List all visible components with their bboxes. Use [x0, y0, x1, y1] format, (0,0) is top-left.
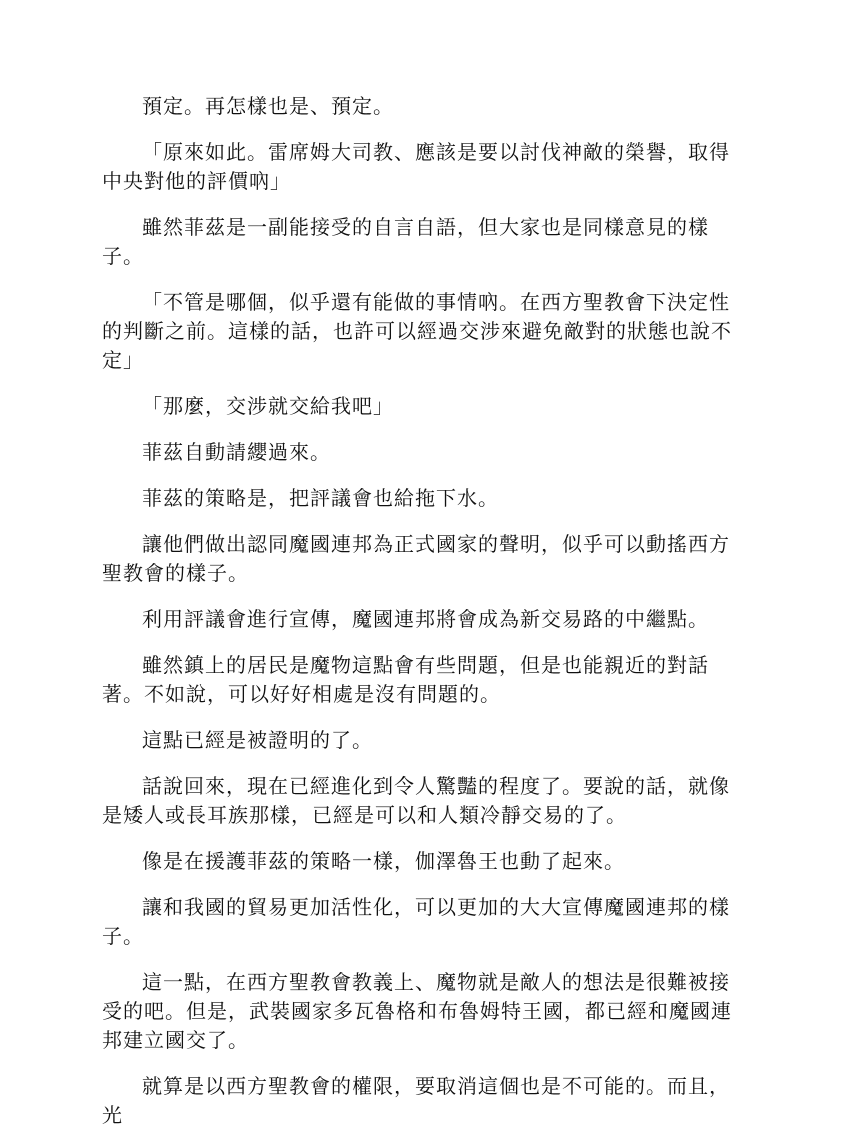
paragraph: 雖然鎮上的居民是魔物這點會有些問題，但是也能親近的對話著。不如說，可以好好相處是沒有問題的。: [102, 653, 709, 706]
paragraph: 「不管是哪個，似乎還有能做的事情吶。在西方聖教會下決定性的判斷之前。這樣的話，也許可以經過交涉來避免敵對的狀態也說不定」: [102, 290, 732, 372]
paragraph: 話說回來，現在已經進化到令人驚豔的程度了。要說的話，就像是矮人或長耳族那樣，已經是可以和人類冷靜交易的了。: [102, 774, 730, 827]
paragraph: 讓他們做出認同魔國連邦為正式國家的聲明，似乎可以動搖西方聖教會的樣子。: [102, 532, 730, 585]
paragraph: 這點已經是被證明的了。: [142, 728, 373, 752]
paragraph: 就算是以西方聖教會的權限，要取消這個也是不可能的。而且，光: [102, 1074, 730, 1127]
paragraph: 雖然菲茲是一副能接受的自言自語，但大家也是同樣意見的樣子。: [102, 215, 709, 268]
document-page: [102, 92, 750, 1147]
paragraph: 「那麼，交涉就交給我吧」: [142, 394, 394, 418]
paragraph: 利用評議會進行宣傳，魔國連邦將會成為新交易路的中繼點。: [142, 607, 709, 631]
paragraph: 菲茲自動請纓過來。: [142, 440, 331, 464]
paragraph: 菲茲的策略是，把評議會也給拖下水。: [142, 486, 499, 510]
paragraph: 「原來如此。雷席姆大司教、應該是要以討伐神敵的榮譽，取得中央對他的評價吶」: [102, 140, 730, 193]
paragraph: 這一點，在西方聖教會教義上、魔物就是敵人的想法是很難被接受的吧。但是，武裝國家多瓦魯格和布魯姆特王國，都已經和魔國連邦建立國交了。: [102, 970, 732, 1052]
paragraph: 讓和我國的貿易更加活性化，可以更加的大大宣傳魔國連邦的樣子。: [102, 895, 730, 948]
paragraph: 像是在援護菲茲的策略一樣，伽澤魯王也動了起來。: [142, 849, 625, 873]
paragraph: 預定。再怎樣也是、預定。: [142, 94, 394, 118]
